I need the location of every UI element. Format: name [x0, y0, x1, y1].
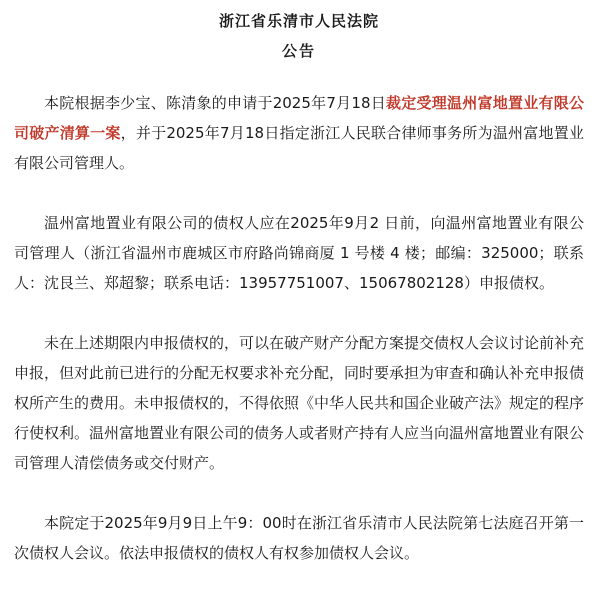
paragraph-creditors-meeting: 本院定于2025年9月9日上午9：00时在浙江省乐清市人民法院第七法庭召开第一次债权人会议。依法申报债权的债权人有权参加债权人会议。: [14, 514, 584, 562]
paragraph-acceptance: [14, 88, 584, 178]
paragraph-late-filing: 未在上述期限内申报债权的，可以在破产财产分配方案提交债权人会议讨论前补充申报，但对此前已进行的分配无权要求补充分配，同时要承担为审查和确认补充申报债权所产生的费用。未申报债权的，不得依照《中华人民共和国企业破产法》规定的程序行使权利。温州富地置业有限公司的债务人或者财产持有人应当向温州富地置业有限公司管理人清偿债务或交付财产。: [14, 334, 585, 472]
notice-title: 公告: [281, 42, 316, 60]
court-name: 浙江省乐清市人民法院: [218, 12, 379, 30]
paragraph-claim-filing: 温州富地置业有限公司的债权人应在2025年9月2 日前，向温州富地置业有限公司管理人（浙江省温州市鹿城区市府路尚锦商厦 1 号楼 4 楼；邮编：325000；联系人：沈艮兰、郑超黎；联系电话：13957751007、15067802128）申报债权。: [14, 214, 584, 292]
paragraph-acceptance-tail: ，并于2025年7月18日指定浙江人民联合律师事务所为温州富地置业有限公司管理人。: [14, 124, 584, 172]
highlighted-ruling: 裁定受理温州富地置业有限公司破产清算一案: [14, 94, 584, 142]
paragraph-acceptance-lead: 本院根据李少宝、陈清象的申请于2025年7月18日: [44, 94, 387, 112]
